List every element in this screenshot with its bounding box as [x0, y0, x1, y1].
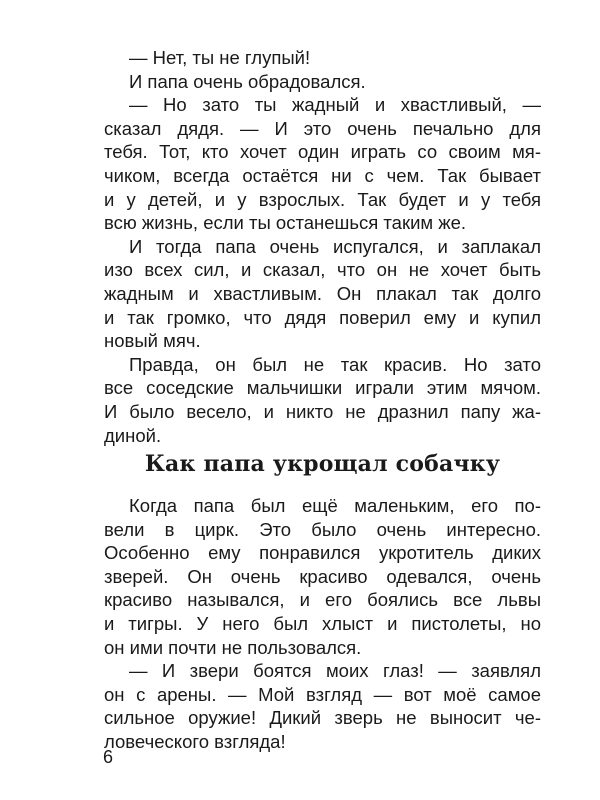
text-line: все соседские мальчишки играли этим мячом. — [104, 377, 541, 399]
text-line: новый мяч. — [104, 330, 201, 352]
text-line: красиво назывался, и его боялись все львы — [104, 589, 541, 611]
text-line: Особенно ему понравился укротитель диких — [104, 542, 541, 564]
text-line: сказал дядя. — И это очень печально для — [104, 117, 541, 139]
text-line: Когда папа был ещё маленьким, его по- — [129, 495, 541, 516]
text-line: и так громко, что дядя поверил ему и купил — [104, 306, 541, 328]
chapter-heading: Как папа укрощал собачку — [144, 451, 501, 477]
text-line: зверей. Он очень красиво одевался, очень — [104, 565, 541, 587]
text-line: сильное оружие! Дикий зверь не выносит че- — [104, 707, 541, 729]
text-line: и у детей, и у взрослых. Так будет и у тебя — [104, 188, 541, 210]
story-text-top — [104, 46, 541, 447]
text-line: — Нет, ты не глупый! — [129, 47, 311, 68]
text-line: и тигры. У него был хлыст и пистолеты, но — [104, 612, 541, 634]
text-line: ловеческого взгляда! — [104, 730, 286, 752]
text-line: чиком, всегда остаётся ни с чем. Так бывает — [104, 164, 541, 186]
text-line: изо всех сил, и сказал, что он не хочет быть — [104, 259, 541, 281]
text-line: — Но зато ты жадный и хвастливый, — — [129, 94, 541, 116]
text-line: И было весело, и никто не дразнил папу жа- — [104, 400, 541, 422]
text-line: тебя. Тот, кто хочет один играть со своим мя- — [104, 141, 541, 163]
text-line: диной. — [104, 424, 162, 446]
text-line: он с арены. — Мой взгляд — вот моё самое — [104, 683, 541, 705]
text-line: жадным и хвастливым. Он плакал так долго — [104, 282, 541, 304]
text-line: он ими почти не пользовался. — [104, 636, 362, 658]
story-text-bottom — [104, 494, 541, 754]
text-line: — И звери боятся моих глаз! — заявлял — [129, 660, 541, 682]
text-line: вели в цирк. Это было очень интересно. — [104, 518, 541, 540]
text-line: всю жизнь, если ты останешься таким же. — [104, 212, 467, 234]
text-line: И тогда папа очень испугался, и заплакал — [129, 235, 541, 257]
page-number: 6 — [103, 747, 114, 767]
text-line: И папа очень обрадовался. — [129, 70, 366, 92]
text-line: Правда, он был не так красив. Но зато — [129, 353, 541, 375]
